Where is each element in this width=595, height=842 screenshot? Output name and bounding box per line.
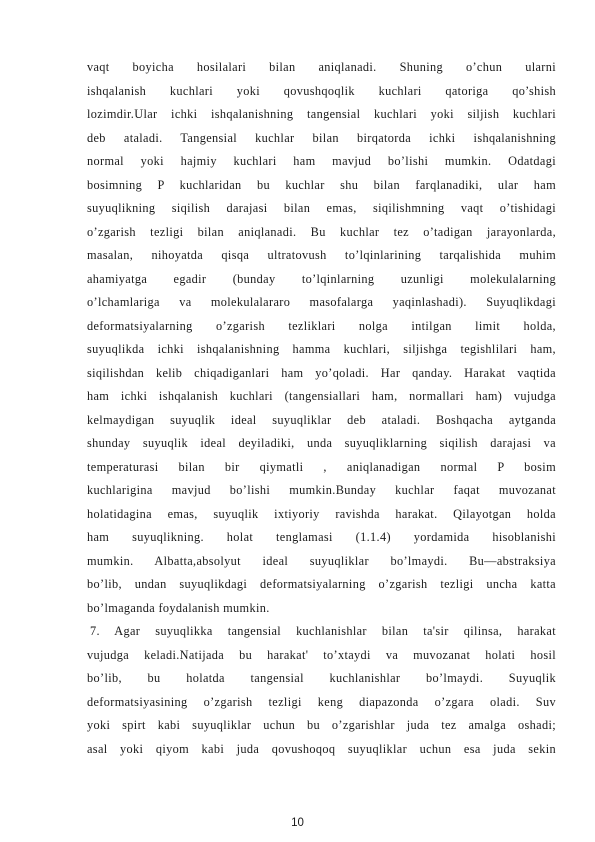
text-line: bo’lmaganda foydalanish mumkin. bbox=[87, 600, 270, 615]
text-line: shunday suyuqlik ideal deyiladiki, unda suyuqliklarning siqilish darajasi va bbox=[87, 436, 556, 450]
text-line: lozimdir.Ular ichki ishqalanishning tangensial kuchlari yoki siljish kuchlari bbox=[87, 107, 556, 121]
text-line: kuchlarigina mavjud bo’lishi mumkin.Bunday kuchlar faqat muvozanat bbox=[87, 483, 556, 497]
text-line: bo’lib, undan suyuqlikdagi deformatsiyalarning o’zgarish tezligi uncha katta bbox=[87, 577, 556, 591]
text-line: ishqalanish kuchlari yoki qovushqoqlik kuchlari qatoriga qo’shish bbox=[87, 83, 556, 98]
text-line: ham ichki ishqalanish kuchlari (tangensiallari ham, normallari ham) vujudga bbox=[87, 389, 556, 403]
text-line: bosimning P kuchlaridan bu kuchlar shu bilan farqlanadiki, ular ham bbox=[87, 177, 556, 192]
text-line: o’zgarish tezligi bilan aniqlanadi. Bu kuchlar tez o’tadigan jarayonlarda, bbox=[87, 224, 556, 239]
text-line: o’lchamlariga va molekulalararo masofalarga yaqinlashadi). Suyuqlikdagi bbox=[87, 295, 556, 309]
text-line: 7. Agar suyuqlikka tangensial kuchlanishlar bilan ta'sir qilinsa, harakat bbox=[90, 624, 556, 638]
text-line: suyuqlikning siqilish darajasi bilan emas, siqilishmning vaqt o’tishidagi bbox=[87, 201, 556, 215]
text-line: vaqt boyicha hosilalari bilan aniqlanadi. Shuning o’chun ularni bbox=[87, 60, 556, 74]
page-number: 10 bbox=[291, 817, 304, 829]
text-line: mumkin. Albatta,absolyut ideal suyuqliklar bo’lmaydi. Bu—abstraksiya bbox=[87, 553, 556, 568]
text-line: vujudga keladi.Natijada bu harakat' to’xtaydi va muvozanat holati hosil bbox=[87, 647, 556, 662]
text-line: yoki spirt kabi suyuqliklar uchun bu o’zgarishlar juda tez amalga oshadi; bbox=[87, 718, 556, 732]
text-line: masalan, nihoyatda qisqa ultratovush to’lqinlarining tarqalishida muhim bbox=[87, 248, 556, 262]
text-line: holatidagina emas, suyuqlik ixtiyoriy ravishda harakat. Qilayotgan holda bbox=[87, 506, 556, 521]
text-line: bo’lib, bu holatda tangensial kuchlanishlar bo’lmaydi. Suyuqlik bbox=[87, 671, 556, 685]
text-line: asal yoki qiyom kabi juda qovushoqoq suyuqliklar uchun esa juda sekin bbox=[87, 741, 556, 756]
text-line: temperaturasi bilan bir qiymatli , aniqlanadigan normal P bosim bbox=[87, 459, 556, 474]
text-line: deformatsiyasining o’zgarish tezligi keng diapazonda o’zgara oladi. Suv bbox=[87, 694, 556, 709]
text-line: deb ataladi. Tangensial kuchlar bilan birqatorda ichki ishqalanishning bbox=[87, 130, 556, 145]
body-text bbox=[87, 56, 556, 761]
text-line: ham suyuqlikning. holat tenglamasi (1.1.4) yordamida hisoblanishi bbox=[87, 530, 556, 544]
text-line: kelmaydigan suyuqlik ideal suyuqliklar deb ataladi. Boshqacha aytganda bbox=[87, 412, 556, 427]
text-line: siqilishdan kelib chiqadiganlari ham yo’qoladi. Har qanday. Harakat vaqtida bbox=[87, 365, 556, 380]
text-line: ahamiyatga egadir (bunday to’lqinlarning uzunligi molekulalarning bbox=[87, 271, 556, 286]
text-line: suyuqlikda ichki ishqalanishning hamma kuchlari, siljishga tegishlilari ham, bbox=[87, 342, 556, 356]
text-line: deformatsiyalarning o’zgarish tezliklari nolga intilgan limit holda, bbox=[87, 318, 556, 333]
text-line: normal yoki hajmiy kuchlari ham mavjud bo’lishi mumkin. Odatdagi bbox=[87, 154, 556, 168]
